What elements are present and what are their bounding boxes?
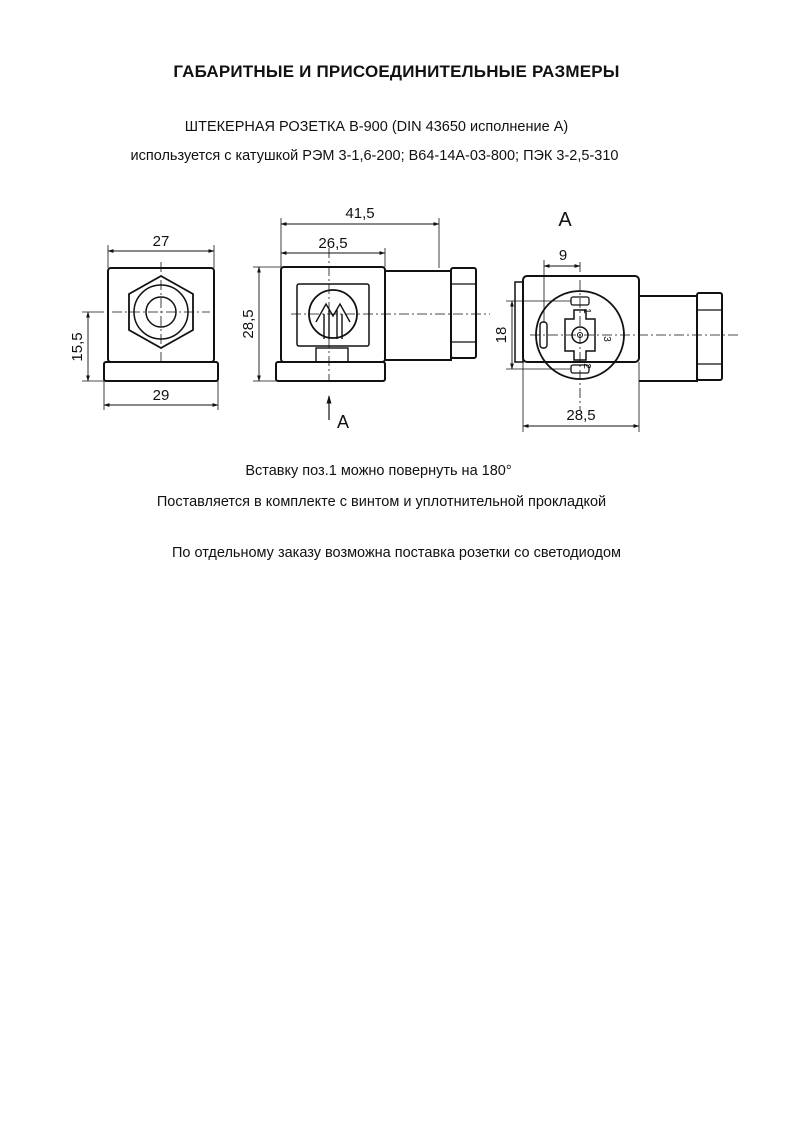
view-a-dim-pin-spacing: 18 <box>493 326 510 344</box>
subtitle-usage: используется с катушкой РЭМ 3-1,6-200; В64-14А-03-800; ПЭК 3-2,5-310 <box>130 148 619 164</box>
note-rotation: Вставку поз.1 можно повернуть на 180° <box>245 463 512 479</box>
front-dim-height: 15,5 <box>69 332 86 362</box>
side-dim-length-outer: 41,5 <box>345 205 375 222</box>
view-a-label: A <box>558 209 572 231</box>
technical-drawing <box>0 0 793 440</box>
pin-1-label: 1 <box>581 308 592 314</box>
view-a <box>506 260 740 432</box>
front-dim-width-top: 27 <box>152 233 170 250</box>
side-view-arrow-label: A <box>336 412 350 432</box>
front-dim-width-bottom: 29 <box>152 387 170 404</box>
side-dim-length-inner: 26,5 <box>318 235 348 252</box>
view-a-dim-width: 28,5 <box>566 407 596 424</box>
side-view <box>253 218 490 420</box>
front-view <box>82 245 218 410</box>
subtitle-product: ШТЕКЕРНАЯ РОЗЕТКА В-900 (DIN 43650 исполнение А) <box>184 119 569 135</box>
note-led-option: По отдельному заказу возможна поставка розетки со светодиодом <box>172 545 621 561</box>
view-a-dim-pin-offset: 9 <box>558 247 568 264</box>
page-title: ГАБАРИТНЫЕ И ПРИСОЕДИНИТЕЛЬНЫЕ РАЗМЕРЫ <box>173 62 620 81</box>
pin-2-label: 2 <box>581 363 592 369</box>
note-delivery: Поставляется в комплекте с винтом и уплотнительной прокладкой <box>156 494 607 510</box>
pin-3-label: 3 <box>601 336 612 342</box>
side-dim-height: 28,5 <box>240 309 257 339</box>
